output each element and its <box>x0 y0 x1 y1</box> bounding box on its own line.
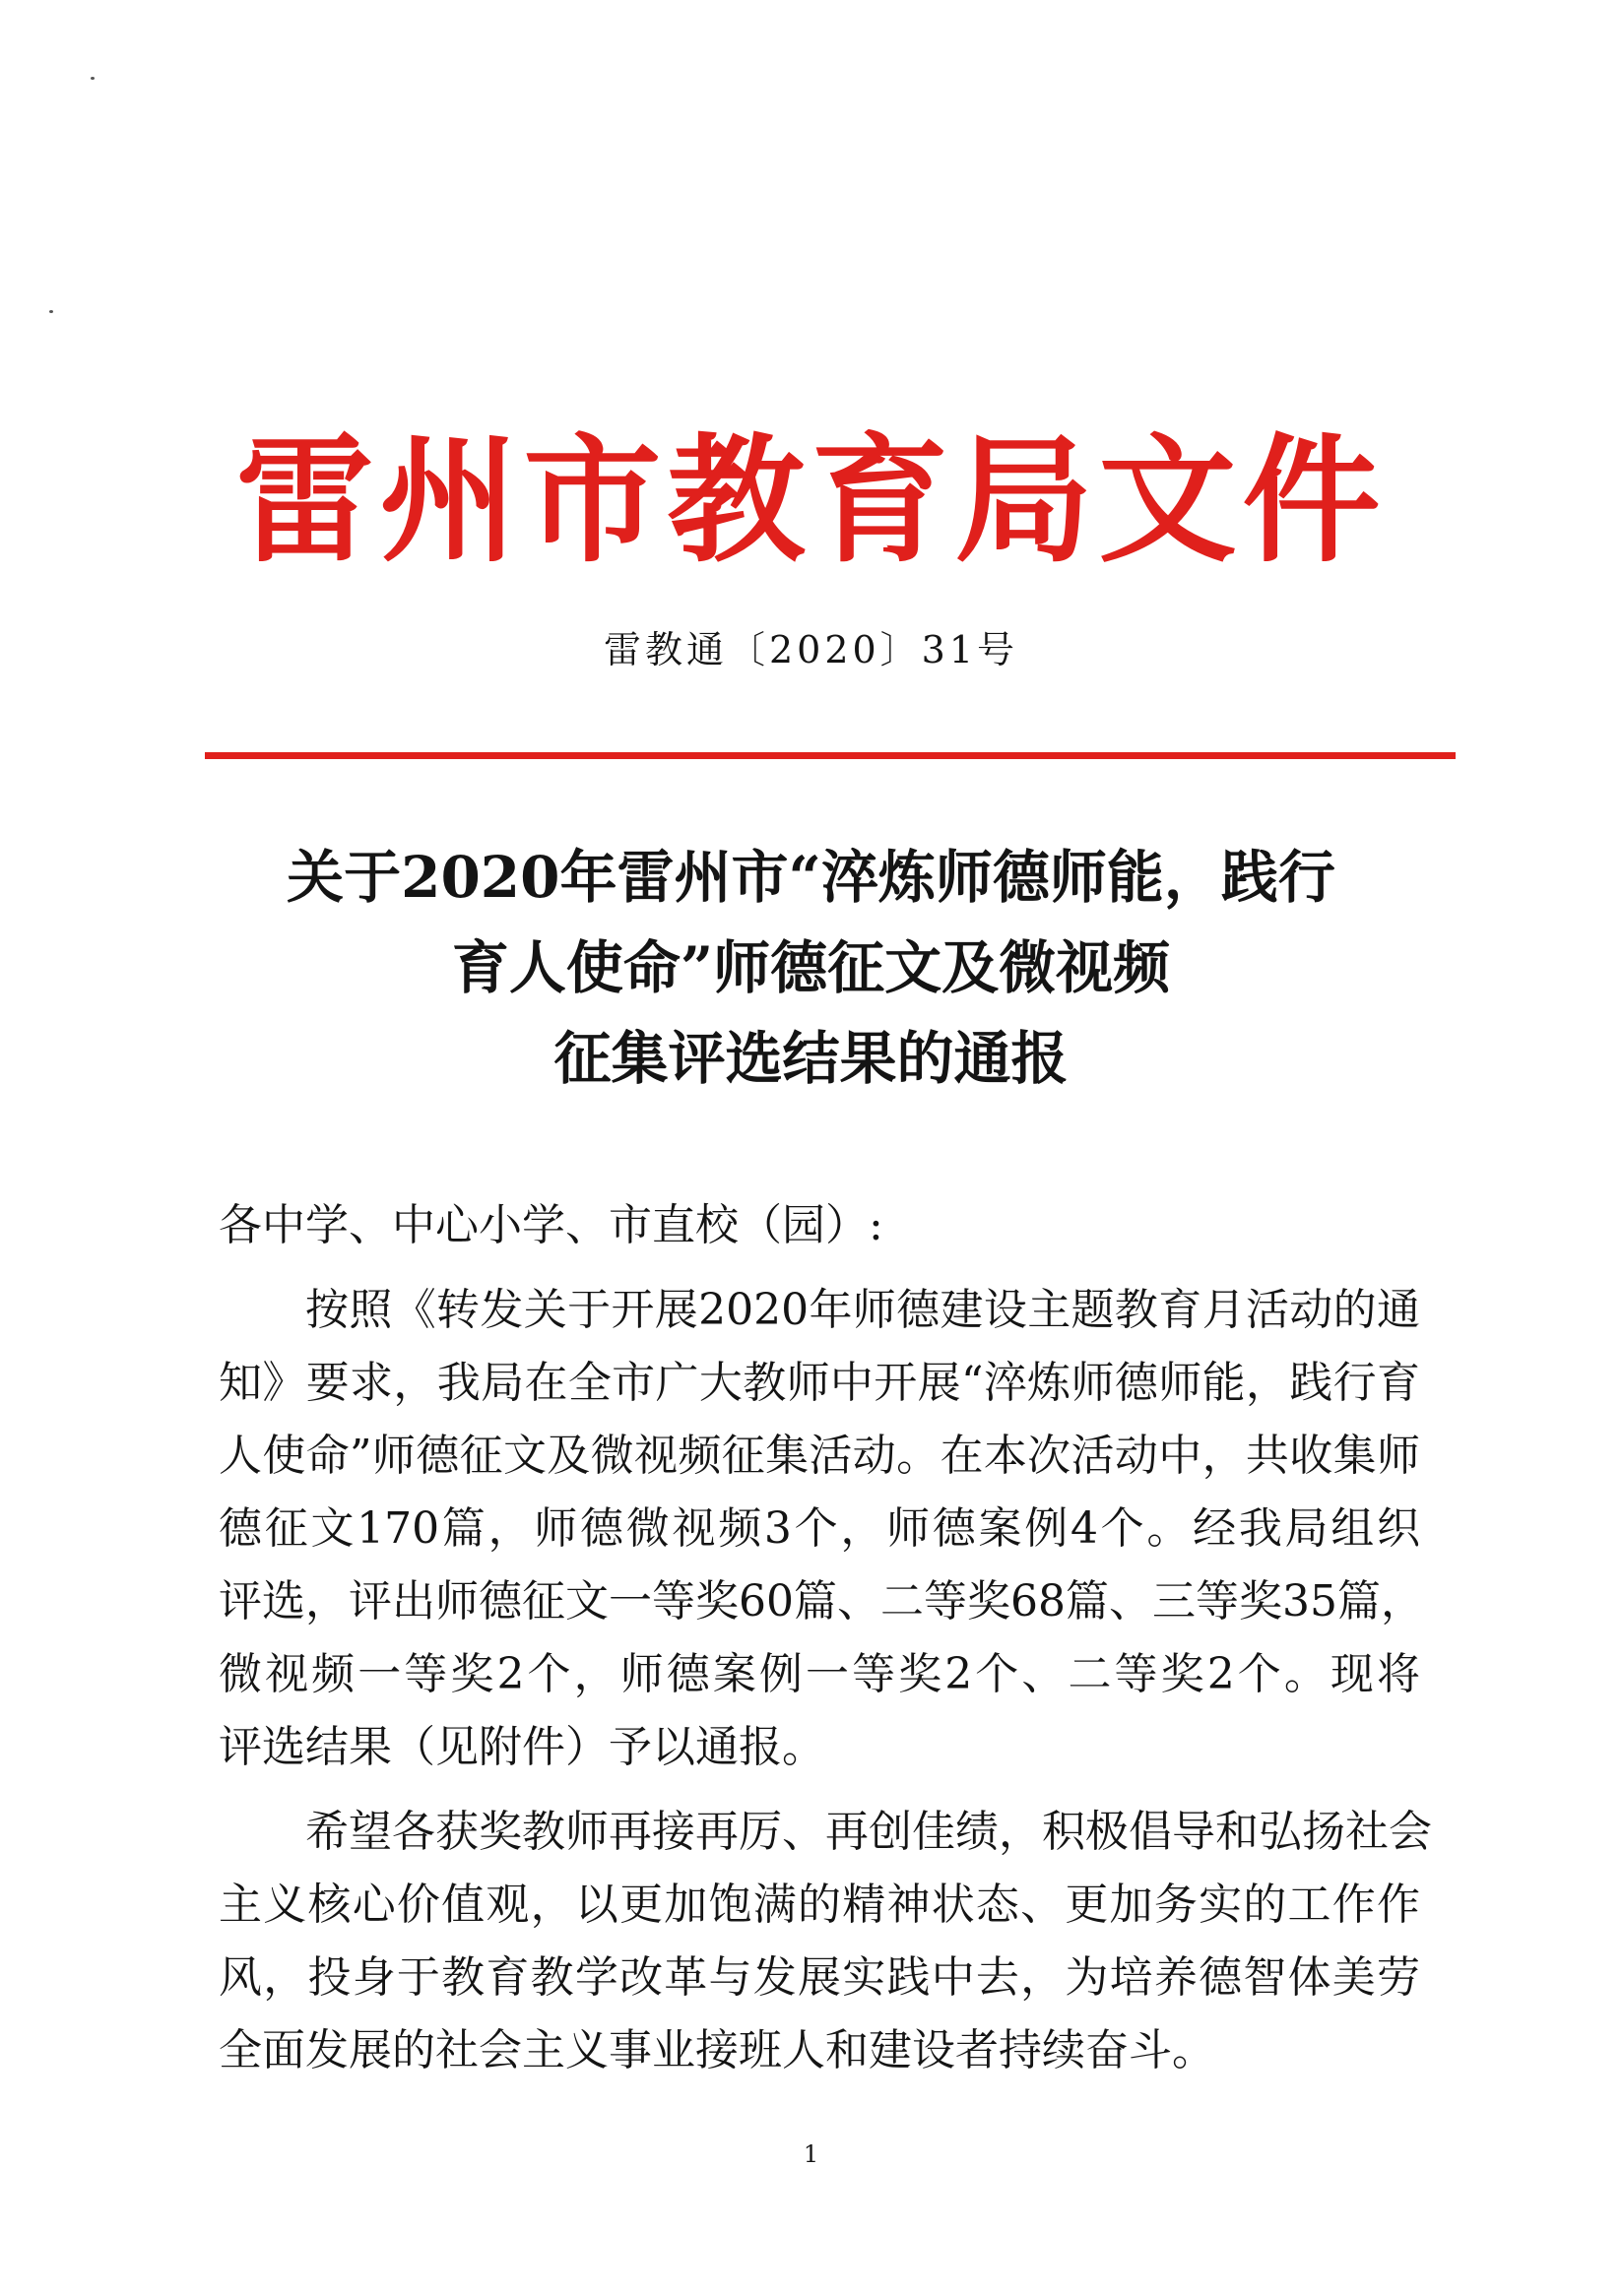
paragraph-2-line: 全面发展的社会主义事业接班人和建设者持续奋斗。 <box>219 2025 1215 2075</box>
paragraph-1-line: 评选，评出师德征文一等奖60篇、二等奖68篇、三等奖35篇， <box>219 1576 1424 1626</box>
scan-speck <box>49 310 53 313</box>
paragraph-1-line: 按照《转发关于开展2020年师德建设主题教育月活动的通 <box>305 1285 1420 1335</box>
paragraph-1-line: 知》要求，我局在全市广大教师中开展“淬炼师德师能，践行育 <box>219 1358 1420 1408</box>
paragraph-1-line: 德征文170篇，师德微视频3个，师德案例4个。经我局组织 <box>219 1503 1420 1554</box>
salutation: 各中学、中心小学、市直校（园）: <box>219 1200 883 1250</box>
paragraph-2-line: 主义核心价值观，以更加饱满的精神状态、更加务实的工作作 <box>219 1880 1420 1930</box>
paragraph-1-line: 人使命”师德征文及微视频征集活动。在本次活动中，共收集师 <box>219 1431 1420 1481</box>
page-number: 1 <box>803 2140 819 2168</box>
notice-title-line: 关于2020年雷州市“淬炼师德师能，践行 <box>287 844 1335 911</box>
notice-title <box>158 832 1464 1104</box>
paragraph-1-line: 评选结果（见附件）予以通报。 <box>219 1722 825 1772</box>
notice-title-line: 育人使命”师德征文及微视频 <box>451 934 1171 1001</box>
red-divider-line <box>205 752 1456 759</box>
header-title: 雷州市教育局文件 <box>235 421 1387 582</box>
scan-speck <box>91 77 95 80</box>
paragraph-2-line: 风，投身于教育教学改革与发展实践中去，为培养德智体美劳 <box>219 1952 1420 2003</box>
paragraph-1-line: 微视频一等奖2个，师德案例一等奖2个、二等奖2个。现将 <box>219 1649 1420 1699</box>
document-number: 雷教通〔2020〕31号 <box>603 628 1019 671</box>
notice-title-line: 征集评选结果的通报 <box>553 1025 1069 1092</box>
paragraph-2-line: 希望各获奖教师再接再厉、再创佳绩，积极倡导和弘扬社会 <box>305 1807 1432 1857</box>
notice-body <box>219 1189 1432 2087</box>
